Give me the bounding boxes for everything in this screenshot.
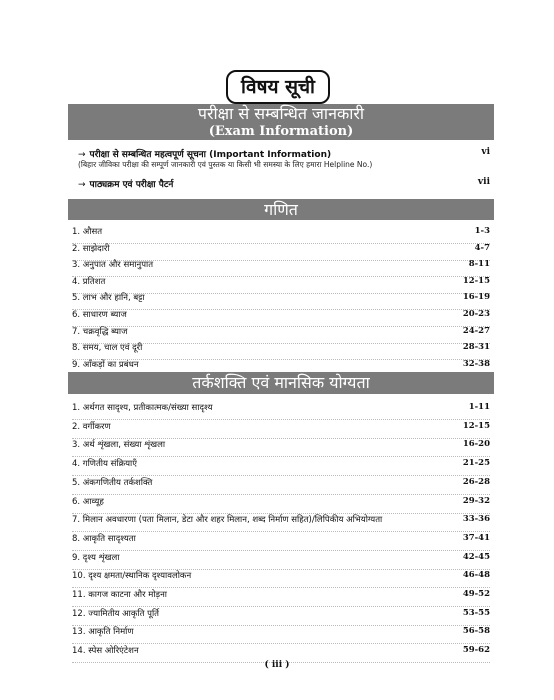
- section-subheading: (Exam Information): [208, 124, 354, 139]
- item-label: 3. अर्थ शृंखला, संख्या शृंखला: [72, 440, 166, 451]
- item-label: 7. चक्रवृद्धि ब्याज: [72, 326, 128, 337]
- item-label: पाठ्यक्रम एवं परीक्षा पैटर्न: [89, 180, 174, 190]
- item-label: 5. अंकगणितीय तर्कशक्ति: [72, 477, 153, 488]
- page-number: 21-25: [462, 458, 490, 469]
- item-label: 5. लाभ और हानि, बट्टा: [72, 293, 145, 304]
- item-label: 2. वर्गीकरण: [72, 421, 111, 432]
- section-heading: तर्कशक्ति एवं मानसिक योग्यता: [192, 373, 370, 392]
- list-item[interactable]: [78, 177, 490, 190]
- page-number: 26-28: [462, 476, 490, 487]
- page-number: 12-15: [462, 275, 490, 286]
- page-number: 32-38: [462, 358, 490, 369]
- section-heading: गणित: [264, 200, 298, 219]
- page-number: 16-19: [462, 292, 490, 303]
- page-number: 56-58: [462, 626, 490, 637]
- item-label: 8. आकृति सादृश्यता: [72, 533, 136, 544]
- page-number: 53-55: [462, 607, 490, 618]
- page-number: 12-15: [462, 420, 490, 431]
- page-number: 8-11: [468, 259, 490, 270]
- page-number: 29-32: [462, 495, 490, 506]
- page-number: 37-41: [462, 532, 490, 543]
- item-label: परीक्षा से सम्बन्धित महत्वपूर्ण सूचना (Important Information): [89, 150, 332, 160]
- item-label: 12. ज्यामितीय आकृति पूर्ति: [72, 608, 160, 619]
- item-label: 3. अनुपात और समानुपात: [72, 260, 154, 271]
- section-header-math: [68, 199, 494, 220]
- page-number: 24-27: [462, 325, 490, 336]
- page-number: 4-7: [474, 242, 490, 253]
- section-heading: परीक्षा से सम्बन्धित जानकारी: [197, 104, 365, 123]
- page-number: vi: [481, 147, 490, 157]
- item-label: 10. दृश्य क्षमता/स्थानिक दृश्यावलोकन: [72, 571, 192, 582]
- item-label: 9. दृश्य शृंखला: [72, 552, 120, 563]
- item-label: 11. कागज काटना और मोड़ना: [72, 590, 168, 600]
- page-number: 1-3: [474, 226, 490, 236]
- item-label: 6. आव्यूह: [72, 496, 104, 507]
- page-number: 33-36: [462, 514, 490, 525]
- item-label: 9. आँकड़ों का प्रबंधन: [72, 359, 139, 370]
- section-header-reasoning: [68, 372, 494, 394]
- item-label: 1. औसत: [72, 227, 103, 237]
- item-label: 13. आकृति निर्माण: [72, 627, 134, 638]
- page-number: vii: [477, 177, 490, 187]
- page-number: 16-20: [462, 439, 490, 450]
- item-label: 6. साधारण ब्याज: [72, 310, 127, 320]
- item-label: 1. अर्थगत सादृश्य, प्रतीकात्मक/संख्या सादृश्य: [72, 403, 213, 413]
- page-title: विषय सूची: [226, 70, 330, 104]
- item-label: 8. समय, चाल एवं दूरी: [72, 343, 143, 354]
- note-text: (बिहार जीविका परीक्षा की सम्पूर्ण जानकारी एवं पुस्तक या किसी भी समस्या के लिए हमारा Helpline No.): [78, 160, 373, 169]
- page-number: 49-52: [462, 589, 490, 599]
- page-number: 1-11: [468, 402, 490, 412]
- section-header-exam-info: [68, 104, 494, 140]
- item-label: 2. साझेदारी: [72, 243, 110, 254]
- page-number: 28-31: [462, 342, 490, 353]
- item-label: 4. प्रतिशत: [72, 276, 106, 287]
- list-item[interactable]: [78, 147, 490, 160]
- item-label: 14. स्पेस ओरिएंटेशन: [72, 646, 139, 657]
- arrow-icon: →: [78, 150, 86, 160]
- item-label: 7. मिलान अवधारणा (पता मिलान, डेटा और शहर मिलान, शब्द निर्माण सहित)/लिपिकीय अभियोग्यता: [72, 515, 383, 526]
- page-number: 59-62: [462, 645, 490, 656]
- page-number: 42-45: [462, 551, 490, 562]
- page-number: 46-48: [462, 570, 490, 581]
- page-number: 20-23: [462, 309, 490, 319]
- page-footer: ( iii ): [264, 660, 290, 670]
- arrow-icon: →: [78, 180, 86, 190]
- item-label: 4. गणितीय संक्रियाएँ: [72, 459, 137, 470]
